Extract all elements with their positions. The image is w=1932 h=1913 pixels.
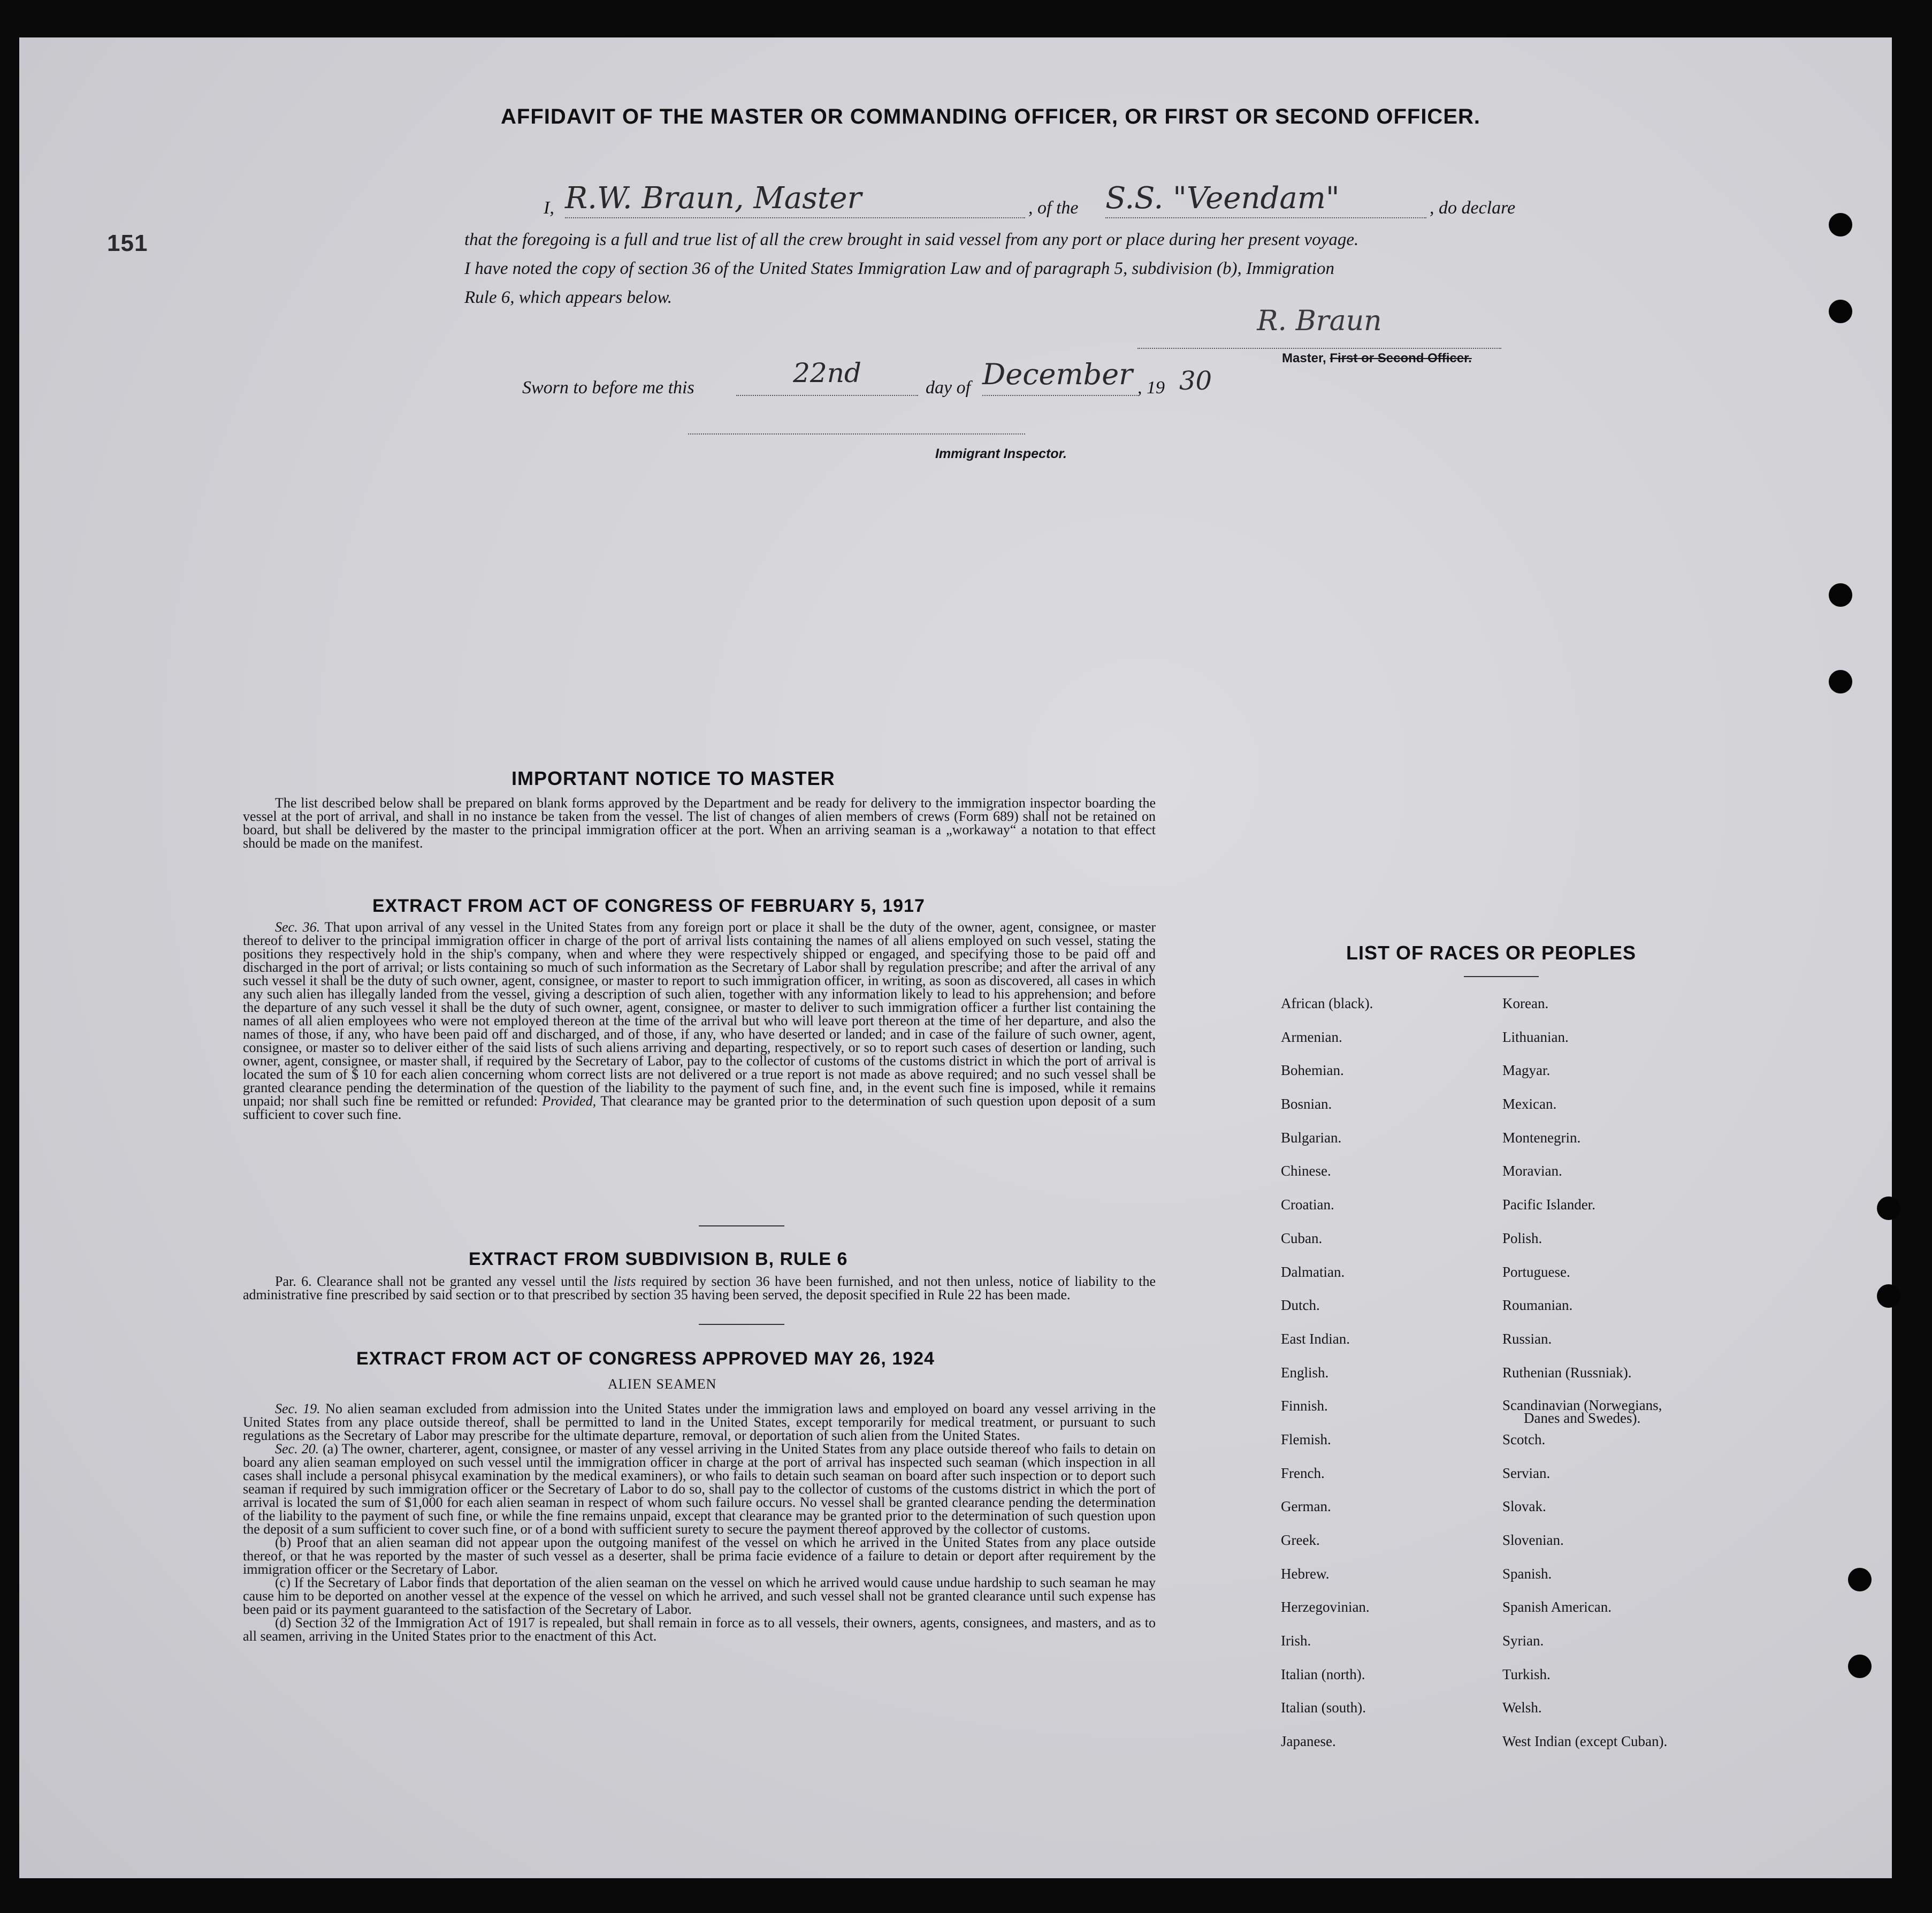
sworn-prefix: Sworn to before me this: [522, 378, 694, 398]
act-1924-body: [243, 1402, 1156, 1643]
sec19-text: No alien seaman excluded from admission into the United States under the immigration laws and employed on board any vessel arriving in the United States from any place outside thereof, shall be permitted to land in the United States, except temporarily for medical treatment, or pursuant to such regulations as the Secretary of Labor may prescribe for the ultimate departure, removal, or deportation of such alien from the United States.: [243, 1401, 1156, 1443]
race-item: Spanish American.: [1502, 1599, 1612, 1615]
race-item: Italian (north).: [1281, 1666, 1365, 1682]
declarant-handwriting: R.W. Braun, Master: [565, 181, 862, 216]
act-1917-provided: Provided,: [542, 1093, 597, 1109]
margin-number: 151: [107, 230, 148, 256]
race-item: Welsh.: [1502, 1699, 1542, 1716]
binder-hole: [1829, 670, 1852, 693]
binder-hole: [1877, 1284, 1900, 1308]
race-item: Spanish.: [1502, 1565, 1552, 1582]
rule6-text-a: Par. 6. Clearance shall not be granted any vessel until the: [275, 1274, 609, 1289]
race-item: Croatian.: [1281, 1196, 1334, 1213]
act-1917-text: That upon arrival of any vessel in the United States from any foreign port or place it shall be the duty of the owner, agent, consignee, or master thereof to deliver to the principal immigration officer in charge of the port of arrival lists containing the names of all aliens employed on such vessel, stating the positions they respectively hold in the ship's company, when and where they were respectively shipped or engaged, and specifying those to be paid off and discharged in the port of arrival; or lists containing so much of such information as the Secretary of Labor shall by regulation prescribe; and after the arrival of any such vessel it shall be the duty of such owner, agent, consignee, or master to report to such immigration officer, in writing, as soon as discovered, all cases in which any such alien has illegally landed from the vessel, giving a description of such alien, together with any information likely to lead to his apprehension; and before the departure of any such vessel it shall be the duty of such owner, agent, consignee, or master to deliver to such immigration officer a further list containing the names of all alien employees who were not employed thereon at the time of the arrival but who will leave port thereon at the time of her departure, and also the names of those, if any, who have been paid off and discharged, and of those, if any, who have deserted or landed; and in case of the failure of such owner, agent, consignee, or master so to deliver either of the said lists of such aliens arriving and departing, respectively, or so to report such cases of desertion or landing, such owner, agent, consignee, or master shall, if required by the Secretary of Labor, pay to the collector of customs of the customs district in which the port of arrival is located the sum of $ 10 for each alien concerning whom correct lists are not delivered or a true report is not made as above required; and no such vessel shall be granted clearance pending the determination of the question of the liability to the payment of such fine, and, in the event such fine is imposed, while it remains unpaid; nor shall such fine be remitted or refunded:: [243, 919, 1156, 1109]
notice-body: [243, 796, 1156, 850]
act-1917-paragraph: [243, 920, 1156, 1121]
rule6-paragraph: [243, 1275, 1156, 1301]
do-declare-label: , do declare: [1430, 198, 1516, 218]
notice-paragraph: The list described below shall be prepared on blank forms approved by the Department and be ready for delivery to the immigration inspector boarding the vessel at the port of arrival, and shall in no instance be taken from the vessel. The list of changes of alien members of crews (Form 689) shall not be retained on board, but shall be delivered by the master to the principal immigration officer at the port. When an arriving seaman is a „workaway“ a notation to that effect should be made on the manifest.: [243, 795, 1156, 851]
rule6-body: [243, 1275, 1156, 1301]
race-item: Roumanian.: [1502, 1297, 1573, 1314]
race-item: Slovenian.: [1502, 1532, 1564, 1548]
sec20b-paragraph: (b) Proof that an alien seaman did not appear upon the outgoing manifest of the vessel on which he arrived in the United States from any place outside thereof, or that he was reported by the master of such vessel as a deserter, shall be prima facie evidence of a failure to detain or deport after requirement by the immigration officer or the Secretary of Labor.: [243, 1535, 1156, 1577]
signature-caption-master: Master,: [1282, 351, 1326, 365]
race-item: Armenian.: [1281, 1028, 1342, 1045]
act-1917-text-end: That clearance may be granted prior to the determination of such question upon deposit of a sum sufficient to cover such fine.: [243, 1093, 1156, 1122]
race-item: Finnish.: [1281, 1398, 1328, 1414]
race-item: Bulgarian.: [1281, 1129, 1342, 1146]
race-item: Syrian.: [1502, 1633, 1544, 1649]
signature-field: [1137, 305, 1501, 349]
binder-hole: [1848, 1568, 1872, 1591]
race-item: Hebrew.: [1281, 1565, 1330, 1582]
race-item: Greek.: [1281, 1532, 1320, 1548]
race-item: West Indian (except Cuban).: [1502, 1733, 1668, 1750]
sworn-month-handwriting: December: [982, 357, 1133, 391]
binder-hole: [1829, 583, 1852, 607]
race-item: East Indian.: [1281, 1330, 1350, 1347]
race-item: Russian.: [1502, 1330, 1552, 1347]
divider: [699, 1324, 784, 1325]
sworn-day-field: [736, 357, 918, 396]
signature-caption-struck: First or Second Officer.: [1330, 351, 1472, 365]
race-item: German.: [1281, 1498, 1331, 1515]
race-item: Polish.: [1502, 1230, 1542, 1246]
race-item: Ruthenian (Russniak).: [1502, 1364, 1632, 1381]
rule6-text-b: required by section 36 have been furnished, and not then unless, notice of liability to the administrative fine prescribed by said section or to that prescribed by section 35 having been served, the deposit specified in Rule 22 has been made.: [243, 1274, 1156, 1302]
inspector-caption: Immigrant Inspector.: [935, 446, 1067, 461]
race-item: Servian.: [1502, 1465, 1551, 1481]
declarant-field: [565, 181, 1025, 218]
sworn-year-handwriting: 30: [1179, 366, 1212, 396]
sworn-day-handwriting: 22nd: [793, 357, 861, 388]
sworn-year-field: [1179, 366, 1212, 396]
act-1917-body: [243, 920, 1156, 1121]
rule6-title: EXTRACT FROM SUBDIVISION B, RULE 6: [469, 1249, 848, 1269]
rule6-lists-word: lists: [613, 1274, 636, 1289]
race-item: Scotch.: [1502, 1431, 1546, 1447]
declaration-line-4: Rule 6, which appears below.: [464, 288, 673, 307]
sec20-label: Sec. 20.: [275, 1441, 319, 1457]
sec20a-text: (a) The owner, charterer, agent, consignee, or master of any vessel arriving in the United States from any place outside thereof who fails to detain on board any alien seaman employed on such vessel until the immigration officer in charge at the port of arrival has inspected such seaman (which inspection in all cases shall include a personal phisycal examination by the medical examiners), or who fails to detain such seaman on board after such inspection or to deport such seaman if required by such immigration officer or the Secretary of Labor to do so, shall pay to the collector of customs of the customs district in which the port of arrival is located the sum of $1,000 for each alien seaman in respect of whom such failure occurs. No vessel shall be granted clearance pending the determination of the liability to the payment of such fine, or while the fine remains unpaid, except that clearance may be granted prior to the determination of such question upon the deposit of a sum sufficient to cover such fine, or of a bond with sufficient surety to secure the payment thereof approved by the collector of customs.: [243, 1441, 1156, 1537]
affidavit-title: AFFIDAVIT OF THE MASTER OR COMMANDING OFFICER, OR FIRST OR SECOND OFFICER.: [501, 105, 1480, 128]
race-item: English.: [1281, 1364, 1329, 1381]
binder-hole: [1829, 300, 1852, 323]
race-item: Lithuanian.: [1502, 1028, 1569, 1045]
day-of-label: day of: [926, 378, 971, 398]
race-item: Montenegrin.: [1502, 1129, 1581, 1146]
act-1924-title: EXTRACT FROM ACT OF CONGRESS APPROVED MAY 26, 1924: [356, 1348, 935, 1369]
race-item: Herzegovinian.: [1281, 1599, 1370, 1615]
race-item: Scandinavian (Norwegians, Danes and Swedes).: [1502, 1398, 1667, 1431]
races-title: LIST OF RACES OR PEOPLES: [1346, 942, 1637, 964]
race-item: Pacific Islander.: [1502, 1196, 1595, 1213]
race-item: Korean.: [1502, 995, 1549, 1011]
race-item: Magyar.: [1502, 1062, 1551, 1079]
document-page: [19, 37, 1892, 1878]
race-item: Turkish.: [1502, 1666, 1551, 1682]
inspector-signature-line: [688, 396, 1025, 435]
declaration-line-2: that the foregoing is a full and true list of all the crew brought in said vessel from any port or place during her present voyage.: [464, 230, 1359, 249]
act-1917-sec-label: Sec. 36.: [275, 919, 320, 935]
race-item: Portuguese.: [1502, 1263, 1570, 1280]
signature-handwriting: R. Braun: [1257, 305, 1382, 337]
sec20d-paragraph: (d) Section 32 of the Immigration Act of 1917 is repealed, but shall remain in force as to all vessels, their owners, agents, consignees, and masters, and as to all seamen, arriving in the United States prior to the enactment of this Act.: [243, 1615, 1156, 1644]
race-item: Flemish.: [1281, 1431, 1331, 1447]
vessel-handwriting: S.S. "Veendam": [1105, 181, 1340, 216]
race-item: Mexican.: [1502, 1096, 1557, 1112]
binder-hole: [1877, 1196, 1900, 1220]
binder-hole: [1829, 213, 1852, 237]
race-item: Italian (south).: [1281, 1699, 1366, 1716]
race-item: Japanese.: [1281, 1733, 1336, 1750]
signature-caption: [1282, 351, 1472, 366]
sec19-paragraph: [243, 1402, 1156, 1442]
sworn-month-field: [982, 357, 1137, 396]
race-item: Dutch.: [1281, 1297, 1320, 1314]
race-item: Bohemian.: [1281, 1062, 1344, 1079]
declaration-prefix: I,: [544, 198, 554, 218]
vessel-field: [1105, 181, 1426, 218]
act-1917-title: EXTRACT FROM ACT OF CONGRESS OF FEBRUARY 5, 1917: [372, 896, 925, 916]
race-item: Irish.: [1281, 1633, 1311, 1649]
sec20c-paragraph: (c) If the Secretary of Labor finds that deportation of the alien seaman on the vessel on which he arrived would cause undue hardship to such seaman he may cause him to be deported on another vessel at the expence of the vessel on which he arrived, and such vessel shall not be granted clearance until such expense has been paid or its payment guaranteed to the satisfaction of the Secretary of Labor.: [243, 1575, 1156, 1617]
sec20a-paragraph: [243, 1442, 1156, 1536]
races-left-column: [1281, 995, 1373, 1767]
race-item: Moravian.: [1502, 1163, 1562, 1179]
race-item: African (black).: [1281, 995, 1373, 1011]
race-item: Chinese.: [1281, 1163, 1331, 1179]
sworn-year-prefix: , 19: [1137, 378, 1165, 398]
races-right-column: [1502, 995, 1667, 1767]
race-item: Dalmatian.: [1281, 1263, 1345, 1280]
race-item: French.: [1281, 1465, 1325, 1481]
sec19-label: Sec. 19.: [275, 1401, 320, 1416]
divider: [699, 1225, 784, 1226]
race-item: Bosnian.: [1281, 1096, 1332, 1112]
race-item: Slovak.: [1502, 1498, 1546, 1515]
race-item-continuation: Danes and Swedes).: [1524, 1410, 1641, 1427]
divider: [1464, 976, 1539, 977]
act-1924-subtitle: ALIEN SEAMEN: [608, 1376, 717, 1392]
notice-title: IMPORTANT NOTICE TO MASTER: [511, 767, 835, 789]
race-item: Cuban.: [1281, 1230, 1323, 1246]
binder-hole: [1848, 1655, 1872, 1678]
of-the-label: , of the: [1028, 198, 1079, 218]
declaration-line-3: I have noted the copy of section 36 of the United States Immigration Law and of paragraph 5, subdivision (b), Immigration: [464, 259, 1335, 278]
